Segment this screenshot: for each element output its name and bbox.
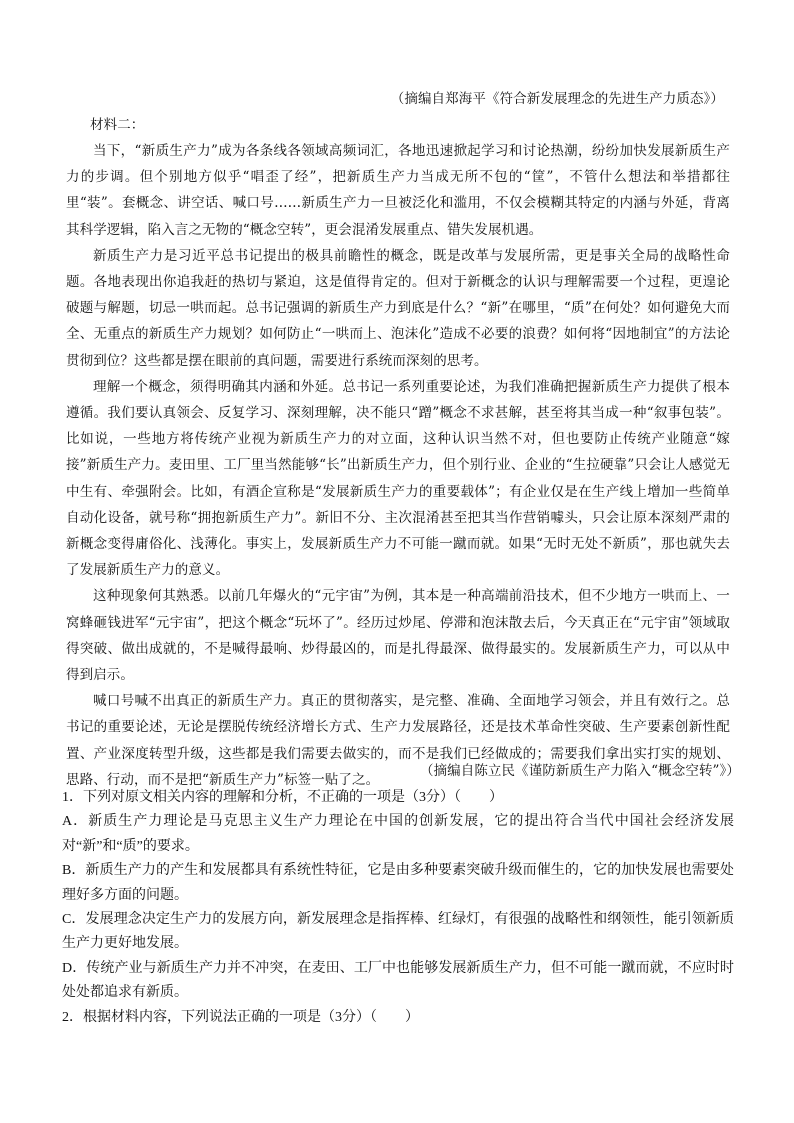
- question-2-stem: 2．根据材料内容，下列说法正确的一项是（3分）（ ）: [62, 1009, 419, 1025]
- question-1-option-d: D．传统产业与新质生产力并不冲突，在麦田、工厂中也能够发展新质生产力，但不可能一蹴而就，不应时时处处都追求有新质。: [62, 960, 734, 1001]
- question-section: [62, 786, 734, 1030]
- source-citation-1: （摘编自郑海平《符合新发展理念的先进生产力质态》）: [390, 91, 724, 107]
- question-1-stem: 1．下列对原文相关内容的理解和分析，不正确的一项是（3分）（ ）: [62, 790, 503, 805]
- material-2-heading: 材料二：: [90, 117, 145, 133]
- question-1-option-b: B．新质生产力的产生和发展都具有系统性特征，它是由多种要素突破升级而催生的，它的加快发展也需要处理好多方面的问题。: [62, 863, 734, 903]
- material-2-body: [66, 138, 730, 793]
- paragraph-4: 这种现象何其熟悉。以前几年爆火的“元宇宙”为例，其本是一种高端前沿技术，但不少地方一哄而上、一窝蜂砸钱进军“元宇宙”，把这个概念“玩坏了”。经历过炒尾、停滞和泡沫散去后，今天真正在“元宇宙”领域取得突破、做出成就的，不是喊得最响、炒得最凶的，而是扎得最深、做得最实的。发展新质生产力，可以从中得到启示。: [66, 588, 730, 684]
- paragraph-3: 理解一个概念，须得明确其内涵和外延。总书记一系列重要论述，为我们准确把握新质生产力提供了根本遵循。我们要认真领会、反复学习、深刻理解，决不能只“蹭”概念不求甚解，甚至将其当成一种“叙事包装”。比如说，一些地方将传统产业视为新质生产力的对立面，这种认识当然不对，但也要防止传统产业随意“嫁接”新质生产力。麦田里、工厂里当然能够“长”出新质生产力，但个别行业、企业的“生拉硬靠”只会让人感觉无中生有、牵强附会。比如，有酒企宣称是“发展新质生产力的重要载体”；有企业仅是在生产线上增加一些简单自动化设备，就号称“拥抱新质生产力”。新旧不分、主次混淆甚至把其当作营销噱头，只会让原本深刻严肃的新概念变得庸俗化、浅薄化。事实上，发展新质生产力不可能一蹴而就。如果“无时无处不新质”，那也就失去了发展新质生产力的意义。: [66, 378, 730, 579]
- question-1-option-c: C．发展理念决定生产力的发展方向，新发展理念是指挥棒、红绿灯，有很强的战略性和纲领性，能引领新质生产力更好地发展。: [62, 912, 734, 952]
- question-1-option-a: A．新质生产力理论是马克思主义生产力理论在中国的创新发展，它的提出符合当代中国社会经济发展对“新”和“质”的要求。: [62, 814, 734, 854]
- paragraph-5: 喊口号喊不出真正的新质生产力。真正的贯彻落实，是完整、准确、全面地学习领会，并且有效行之。总书记的重要论述，无论是摆脱传统经济增长方式、生产力发展路径，还是技术革命性突破、生产要素创新性配置、产业深度转型升级，这些都是我们需要去做实的，而不是我们已经做成的；需要我们拿出实打实的规划、思路、行动，而不是把“新质生产力”标签一贴了之。: [66, 693, 730, 788]
- paragraph-1: 当下，“新质生产力”成为各条线各领域高频词汇，各地迅速掀起学习和讨论热潮，纷纷加快发展新质生产力的步调。但个别地方似乎“唱歪了经”，把新质生产力当成无所不包的“筐”，不管什么想法和举措都往里“装”。套概念、讲空话、喊口号……新质生产力一旦被泛化和滥用，不仅会模糊其特定的内涵与外延，背离其科学逻辑，陷入言之无物的“概念空转”，更会混淆发展重点、错失发展机遇。: [66, 143, 730, 238]
- paragraph-2: 新质生产力是习近平总书记提出的极具前瞻性的概念，既是改革与发展所需，更是事关全局的战略性命题。各地表现出你追我赶的热切与紧迫，这是值得肯定的。但对于新概念的认识与理解需要一个过程，更遑论破题与解题，切忌一哄而起。总书记强调的新质生产力到底是什么？“新”在哪里，“质”在何处？如何避免大而全、无重点的新质生产力规划？如何防止“一哄而上、泡沫化”造成不必要的浪费？如何将“因地制宜”的方法论贯彻到位？这些都是摆在眼前的真问题，需要进行系统而深刻的思考。: [66, 247, 730, 369]
- source-citation-2: （摘编自陈立民《谨防新质生产力陷入“概念空转”》）: [419, 763, 740, 779]
